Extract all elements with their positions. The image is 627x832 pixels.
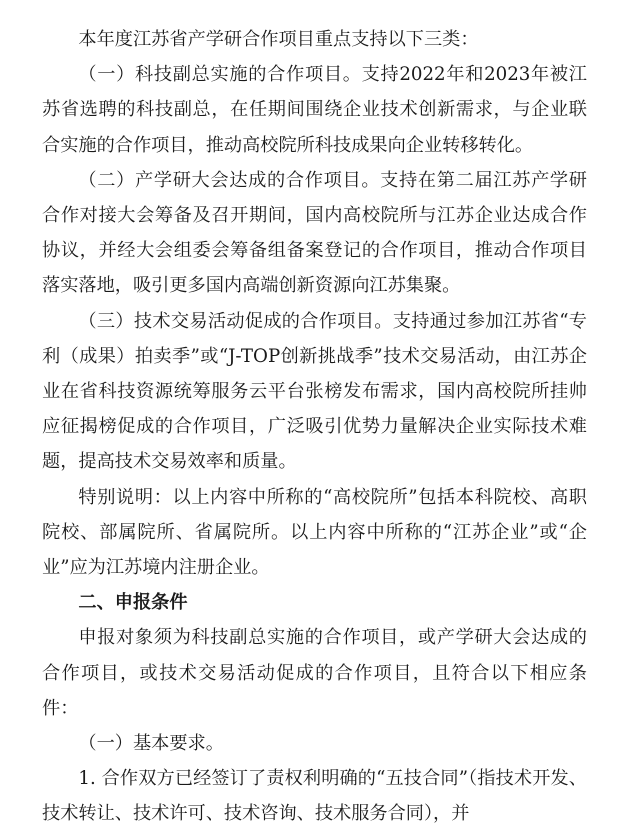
intro-paragraph: 本年度江苏省产学研合作项目重点支持以下三类：: [78, 29, 479, 50]
special-note-paragraph: 特别说明：以上内容中所称的“高校院所”包括本科院校、高职院校、部属院所、省属院所。以上内容中所称的“江苏企业”或“企业”应为江苏境内注册企业。: [42, 486, 587, 579]
application-target-paragraph: 申报对象须为科技副总实施的合作项目，或产学研大会达成的合作项目，或技术交易活动促成的合作项目，且符合以下相应条件：: [42, 627, 587, 719]
category-two-paragraph: （二）产学研大会达成的合作项目。支持在第二届江苏产学研合作对接大会筹备及召开期间，国内高校院所与江苏企业达成合作协议，并经大会组委会筹备组备案登记的合作项目，推动合作项目落实落地，吸引更多国内高端创新资源向江苏集聚。: [42, 169, 587, 297]
category-three-paragraph: （三）技术交易活动促成的合作项目。支持通过参加江苏省“专利（成果）拍卖季”或“J-TOP创新挑战季”技术交易活动，由江苏企业在省科技资源统筹服务云平台张榜发布需求，国内高校院所挂帅应征揭榜促成的合作项目，广泛吸引优势力量解决企业实际技术难题，提高技术交易效率和质量。: [42, 310, 587, 473]
requirement-one-paragraph: 1. 合作双方已经签订了责权利明确的“五技合同”（指技术开发、技术转让、技术许可、技术咨询、技术服务合同），并: [42, 768, 587, 825]
section-heading-application-conditions: 二、申报条件: [78, 592, 188, 614]
basic-requirements-subheading: （一）基本要求。: [78, 733, 224, 755]
category-one-paragraph: （一）科技副总实施的合作项目。支持2022年和2023年被江苏省选聘的科技副总，在任期间围绕企业技术创新需求，与企业联合实施的合作项目，推动高校院所科技成果向企业转移转化。: [42, 64, 587, 156]
document-page: [42, 22, 587, 832]
